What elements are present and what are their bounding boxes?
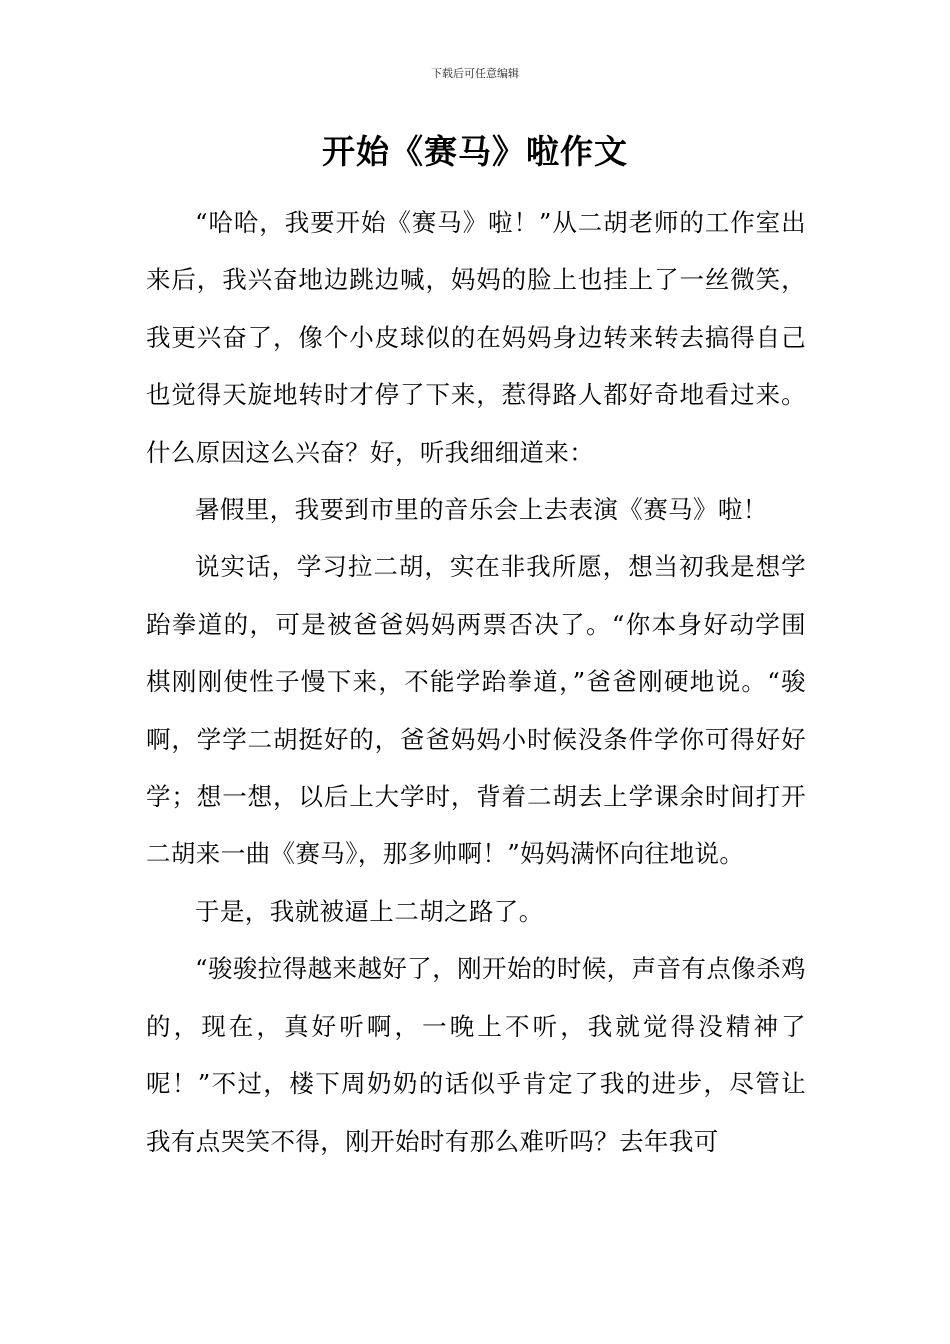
paragraph-1: “哈哈，我要开始《赛马》啦！”从二胡老师的工作室出来后，我兴奋地边跳边喊，妈妈的脸上也挂上了一丝微笑，我更兴奋了，像个小皮球似的在妈妈身边转来转去搞得自己也觉得天旋地转时才停了下来，惹得路人都好奇地看过来。什么原因这么兴奋？好，听我细细道来： [146, 208, 806, 467]
paragraph-4: 于是，我就被逼上二胡之路了。 [195, 896, 544, 926]
paragraph-5: “骏骏拉得越来越好了，刚开始的时候，声音有点像杀鸡的，现在，真好听啊，一晚上不听，我就觉得没精神了呢！”不过，楼下周奶奶的话似乎肯定了我的进步，尽管让我有点哭笑不得，刚开始时有那么难听吗？去年我可 [146, 954, 806, 1156]
essay-title: 开始《赛马》啦作文 [322, 132, 628, 171]
paragraph-3: 说实话，学习拉二胡，实在非我所愿，想当初我是想学跆拳道的，可是被爸爸妈妈两票否决了。“你本身好动学围棋刚刚使性子慢下来，不能学跆拳道，”爸爸刚硬地说。“骏啊，学学二胡挺好的，爸爸妈妈小时候没条件学你可得好好学；想一想，以后上大学时，背着二胡去上学课余时间打开二胡来一曲《赛马》，那多帅啊！”妈妈满怀向往地说。 [146, 552, 806, 869]
paragraph-2: 暑假里，我要到市里的音乐会上去表演《赛马》啦！ [195, 495, 768, 525]
essay-body [146, 194, 806, 1170]
header-note: 下载后可任意编辑 [431, 67, 519, 80]
